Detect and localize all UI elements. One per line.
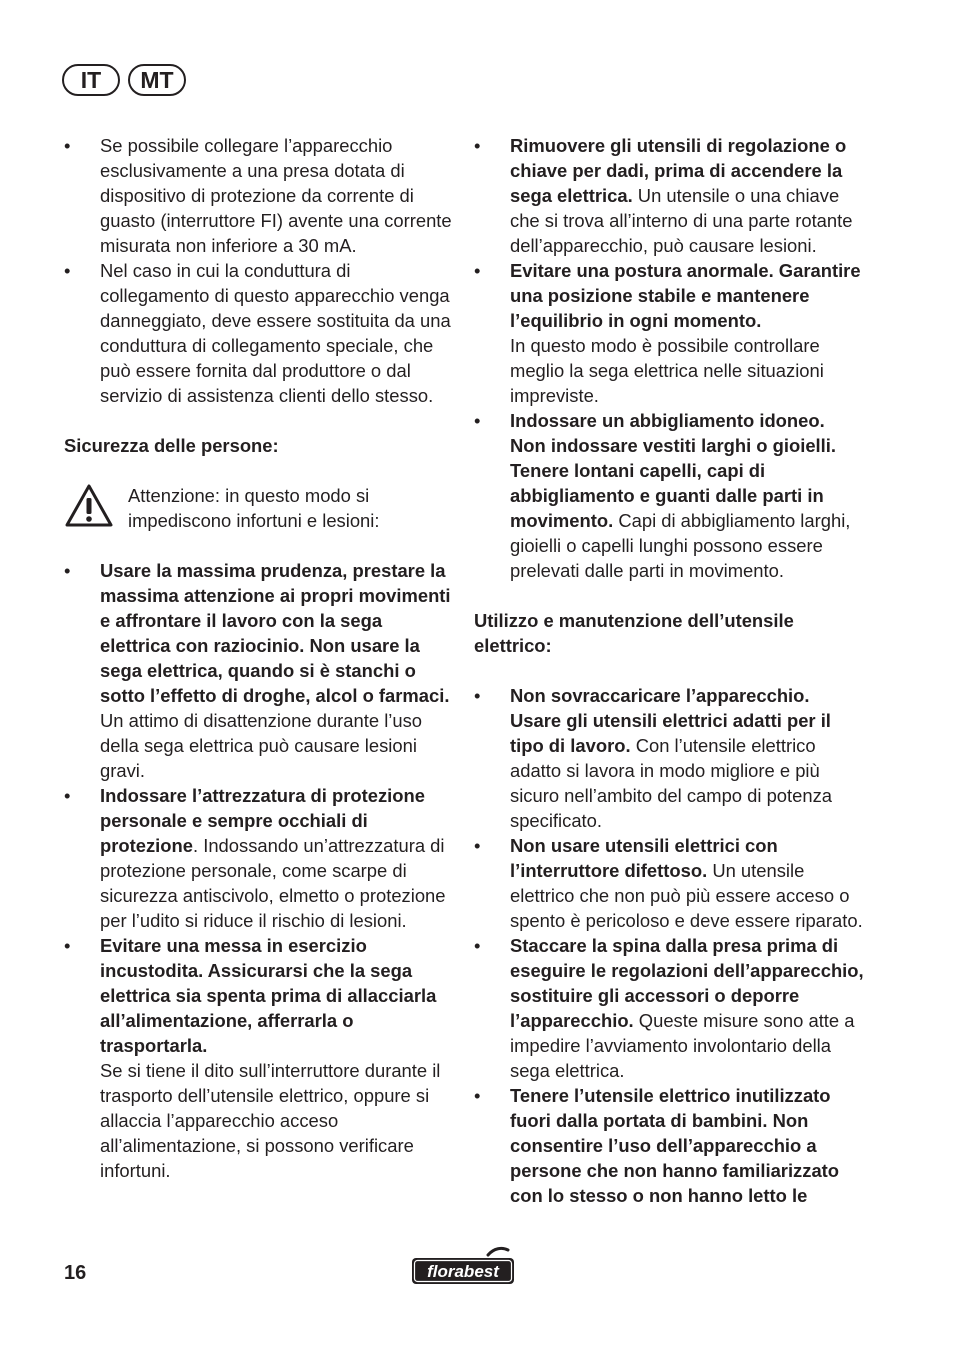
bullet: •: [474, 835, 481, 856]
right-column: [474, 133, 864, 1208]
bullet: •: [64, 560, 71, 581]
list-item: [474, 258, 864, 408]
item-bold: Usare la massima prudenza, prestare la massima attenzione ai propri movimenti e affrontare il lavoro con la sega elettrica con raziocinio. Non usare la sega elettrica, quando si è stanchi o sotto l’effetto di droghe, alcol o farmaci.: [100, 560, 451, 706]
item-text: Un attimo di disattenzione durante l’uso della sega elettrica può causare lesioni gravi.: [100, 710, 423, 781]
item-text: Se possibile collegare l’apparecchio esclusivamente a una presa dotata di dispositivo di protezione da corrente di guasto (interruttore FI) avente una corrente misurata non inferiore a 30 mA.: [100, 135, 452, 256]
list-item: [64, 933, 454, 1183]
item-bold: Non usare utensili elettrici con l’interruttore difettoso.: [510, 835, 778, 881]
list-item: [474, 1083, 864, 1208]
bullet: •: [474, 1085, 481, 1106]
bullet: •: [474, 260, 481, 281]
list-item: [474, 833, 864, 933]
item-bold: Non sovraccaricare l’apparecchio. Usare gli utensili elettrici adatti per il tipo di lavoro.: [510, 685, 831, 756]
item-bold: Evitare una postura anormale. Garantire una posizione stabile e mantenere l’equilibrio in ogni momento.: [510, 260, 861, 331]
bullet: •: [474, 135, 481, 156]
bullet: •: [64, 935, 71, 956]
item-bold: Indossare l’attrezzatura di protezione personale e sempre occhiali di protezione: [100, 785, 425, 856]
item-bold: Rimuovere gli utensili di regolazione o chiave per dadi, prima di accendere la sega elettrica.: [510, 135, 847, 206]
warning-triangle-icon: [64, 483, 114, 529]
warning-text: Attenzione: in questo modo si impediscono infortuni e lesioni:: [128, 485, 380, 531]
bullet: •: [474, 410, 481, 431]
logo-text: florabest: [427, 1262, 499, 1281]
bullet: •: [474, 685, 481, 706]
list-item: [474, 133, 864, 258]
badge-mt: MT: [128, 64, 186, 96]
section-heading-use: Utilizzo e manutenzione dell’utensile elettrico:: [474, 610, 794, 656]
item-text: In questo modo è possibile controllare meglio la sega elettrica nelle situazioni impreviste.: [510, 335, 824, 406]
item-text: Nel caso in cui la conduttura di collegamento di questo apparecchio venga danneggiato, deve essere sostituita da una conduttura di collegamento speciale, che può essere fornita dal produttore o dal servizio di assistenza clienti dello stesso.: [100, 260, 451, 406]
item-text: Queste misure sono atte a impedire l’avviamento involontario della sega elettrica.: [510, 1010, 855, 1081]
list-item: [474, 933, 864, 1083]
item-text: Con l’utensile elettrico adatto si lavora in modo migliore e più sicuro nell’ambito del campo di potenza specificato.: [510, 735, 833, 831]
warning-block: [64, 483, 454, 533]
item-text: Un utensile elettrico che non può più essere acceso o spento è pericoloso e deve essere riparato.: [510, 860, 863, 931]
language-badges: [62, 64, 194, 96]
item-bold: Indossare un abbigliamento idoneo. Non indossare vestiti larghi o gioielli. Tenere lontani capelli, capi di abbigliamento e guanti dalle parti in movimento.: [510, 410, 836, 531]
item-text: Se si tiene il dito sull’interruttore durante il trasporto dell’utensile elettrico, oppure si allaccia l’apparecchio acceso all’alimentazione, si possono verificare infortuni.: [100, 1060, 441, 1181]
item-bold: Staccare la spina dalla presa prima di eseguire le regolazioni dell’apparecchio, sostituire gli accessori o deporre l’apparecchio.: [510, 935, 864, 1031]
bullet: •: [474, 935, 481, 956]
list-item: [474, 683, 864, 833]
page-number: 16: [64, 1262, 87, 1284]
item-text: Capi di abbigliamento larghi, gioielli o capelli lunghi possono essere prelevati dalle parti in movimento.: [510, 510, 851, 581]
item-bold: Tenere l’utensile elettrico inutilizzato fuori dalla portata di bambini. Non consentire l’uso dell’apparecchio a persone che non hanno familiarizzato con lo stesso o non hanno letto le: [510, 1085, 840, 1206]
badge-it: IT: [62, 64, 120, 96]
list-item: [64, 783, 454, 933]
left-column: [64, 133, 454, 1183]
list-item: [64, 258, 454, 408]
item-text: Un utensile o una chiave che si trova all’interno di una parte rotante dell’apparecchio, può causare lesioni.: [510, 185, 853, 256]
bullet: •: [64, 785, 71, 806]
section-heading-persons: Sicurezza delle persone:: [64, 435, 279, 456]
florabest-logo: [410, 1246, 516, 1288]
bullet: •: [64, 260, 71, 281]
list-item: [64, 133, 454, 258]
bullet: •: [64, 135, 71, 156]
item-bold: Evitare una messa in esercizio incustodita. Assicurarsi che la sega elettrica sia spenta prima di allacciarla all’alimentazione, afferrarla o trasportarla.: [100, 935, 437, 1056]
list-item: [64, 558, 454, 783]
list-item: [474, 408, 864, 583]
item-text: . Indossando un’attrezzatura di protezione personale, come scarpe di sicurezza antiscivolo, elmetto o protezione per l’udito si riduce il rischio di lesioni.: [100, 835, 446, 931]
